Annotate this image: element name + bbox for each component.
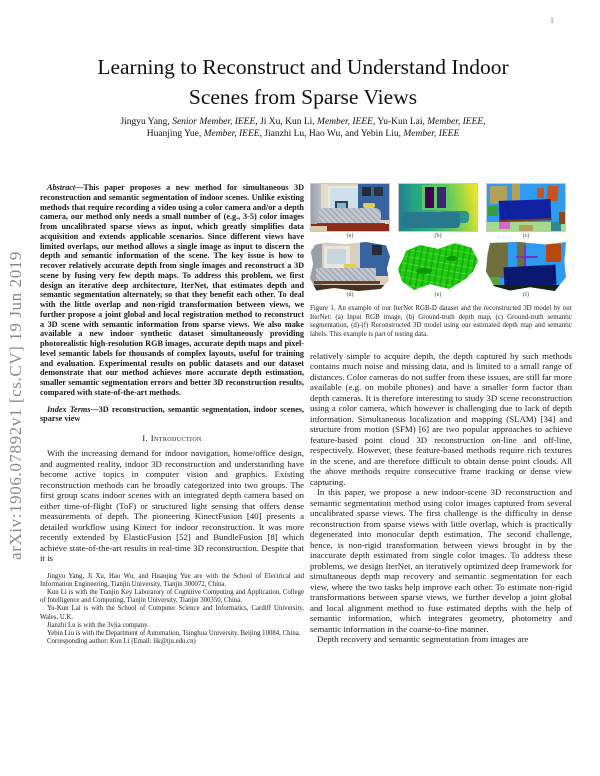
bed-shape	[402, 212, 460, 228]
abstract-lead: Abstract	[47, 183, 76, 192]
subfigure-label-e: (e)	[434, 292, 442, 298]
bed-shape	[319, 208, 381, 224]
reconstructed-semantic-model-panel	[486, 242, 566, 291]
right-column-paragraph-2: In this paper, we propose a new indoor-scene 3D reconstruction and semantic segmentation method using color images captured from several uncalibrated sparse views. The first challenge is the difficulty in dense reconstruction from sparse views with little overlap, which is practically degenerated into monocular depth estimation. The second challenge, hence, is non-rigid transformation between views brought in by the inaccurate depth estimated from single color images. To address these problems, we design IterNet, an iteratively optimized deep framework for simultaneous depth map recovery and semantic segmentation for each view, where the two tasks help improve each other. To estimate non-rigid transformations between sparse views, we further develop a joint global and local alignment method to fuse estimated depths with the help of semantic information, which integrates geometry, photometry and semantic information in the coarse-to-fine manner.	[310, 487, 572, 634]
window-pane-shape	[437, 187, 446, 208]
arxiv-watermark	[2, 185, 30, 625]
footnote: Jianzhi Lu is with the 3vjia company.	[47, 621, 149, 629]
reconstructed-rgb-model-panel	[310, 242, 390, 291]
picture-segment-shape	[537, 188, 544, 198]
floor-shape	[311, 226, 327, 231]
paper-title	[34, 52, 572, 112]
object-segment-shape	[499, 222, 510, 229]
subfigure-label-c: (c)	[522, 233, 530, 239]
mesh-shadow-shape	[446, 256, 458, 261]
footnote: Kun Li is with the Tianjin Key Laboratory of Cognitive Computing and Application, College of Intelligence and Computing, Tianjin University, Tianjin 300350, China.	[40, 588, 304, 605]
ground-truth-semantic-panel	[486, 183, 566, 232]
page-number: 1	[550, 16, 554, 25]
reconstructed-mesh-panel	[398, 242, 478, 291]
footnote: Corresponding author: Kun Li (Email: lik@tju.edu.cn)	[47, 638, 196, 646]
index-terms	[40, 405, 304, 425]
author-list	[34, 116, 572, 140]
bed-segment-shape	[504, 265, 557, 288]
author-line1: Jingyu Yang, Senior Member, IEEE, Ji Xu, Kun Li, Member, IEEE, Yu-Kun Lai, Member, IEEE,	[120, 117, 486, 127]
subfigure-label-f: (f)	[523, 292, 529, 298]
bed-frame-shape	[314, 281, 380, 284]
footnote: Yu-Kun Lai is with the School of Computer Science and Informatics, Cardiff University, Wales, U.K.	[40, 605, 304, 621]
index-terms-lead: Index Terms	[47, 404, 91, 414]
index-terms-text: —3D reconstruction, semantic segmentation, indoor scenes, sparse view	[40, 404, 304, 424]
subfigure-label-a: (a)	[346, 233, 354, 239]
bed-shape	[316, 268, 376, 282]
object-segment-shape	[488, 206, 498, 216]
picture-frame-shape	[374, 187, 383, 196]
author-line2: Huanjing Yue, Member, IEEE, Jianzhi Lu, Hao Wu, and Yebin Liu, Member, IEEE	[146, 129, 460, 139]
input-rgb-image-panel	[310, 183, 390, 232]
left-column	[40, 183, 304, 646]
picture-frame-shape	[362, 187, 371, 196]
paper-title-line2: Scenes from Sparse Views	[188, 85, 418, 109]
object-segment-shape	[519, 225, 533, 231]
author-footnotes	[40, 573, 304, 647]
figure-1-row2-labels	[310, 292, 572, 298]
picture-segment-shape	[546, 244, 561, 262]
figure-1-caption: Figure 1. An example of our IterNet RGB-D dataset and the reconstructed 3D model by our IterNet: (a) Input RGB image, (b) Ground-truth depth map, (c) Ground-truth semantic segmentation, (d)-(f) Reconstructed 3D model using our estimated depth map and semantic labels. This example is part of testing data.	[310, 305, 572, 339]
bed-segment-shape	[499, 199, 552, 222]
section-heading-introduction: I. Introduction	[142, 433, 202, 443]
subfigure-label-d: (d)	[346, 292, 354, 298]
window-pane-shape	[425, 187, 434, 208]
figure-1-row1	[310, 183, 572, 232]
window-frame-segment-shape	[516, 256, 538, 258]
floor-shape	[310, 285, 390, 291]
abstract	[40, 183, 304, 398]
paper-title-line1: Learning to Reconstruct and Understand Indoor	[97, 55, 509, 79]
window-pane-shape	[327, 249, 346, 264]
figure-1-row1-labels	[310, 233, 572, 239]
abstract-text: —This paper proposes a new method for simultaneous 3D reconstruction and semantic segmentation of indoor scenes. Unlike existing methods that require recording a video using a color camera and/or a depth camera, our method only needs a small number of (e.g., 3-5) color images from uncalibrated sparse views as input, which greatly simplifies data acquisition and extends applicable scenarios. Since different views have limited overlaps, our method allows a single image as input to discern the depth and semantic information of the scene. The key issue is how to recover relatively accurate depth from single images and reconstruct a 3D scene by fusing very few depth maps. To address this problem, we first design an iterative deep architecture, IterNet, that estimates depth and semantic segmentation alternately, so that they benefit each other. To deal with the little overlap and non-rigid transformation between views, we further propose a joint global and local registration method to reconstruct a 3D scene with semantic information from sparse views. We also make available a new indoor synthetic dataset simultaneously providing photorealistic high-resolution RGB images, accurate depth maps and pixel-level semantic labels for thousands of complex layouts, useful for training and evaluation. Experimental results on public datasets and our dataset demonstrate that our method achieves more accurate depth estimation, smaller semantic segmentation errors and better 3D reconstruction results, compared with state-of-the-art methods.	[40, 183, 304, 397]
object-segment-shape	[488, 277, 500, 285]
footnote: Jingyu Yang, Ji Xu, Hao Wu, and Huanjing Yue are with the School of Electrical and Information Engineering, Tianjin University, Tianjin 300072, China.	[40, 572, 304, 588]
mesh-shadow-shape	[416, 268, 432, 274]
right-column	[310, 183, 572, 645]
footnote: Yebin Liu is with the Department of Automation, Tsinghua University, Beijing 10084, China.	[47, 629, 301, 637]
right-column-paragraph-1: relatively simple to acquire depth, the depth captured by such methods contains much noise and missing data, and is limited to a small range of distances. Color cameras do not suffer from these issues, are still far more available (e.g. on mobile phones) and have a smaller form factor than depth cameras. It is therefore interesting to study 3D scene reconstruction using a color camera, which however is challenging due to lack of depth information. Simultaneous localization and mapping (SLAM) [34] and structure from motion (SFM) [6] are two popular approaches to achieve feature-based point cloud 3D reconstruction on-line and off-line, respectively. However, these feature-based methods require rich textures in the scene, and are therefore difficult to obtain dense point clouds. All the above methods require consecutive frame tracking or dense view capturing.	[310, 350, 572, 487]
subfigure-label-b: (b)	[434, 233, 442, 239]
picture-frame-shape	[372, 245, 382, 255]
arxiv-watermark-text: arXiv:1906.07892v1 [cs.CV] 19 Jun 2019	[6, 250, 25, 560]
figure-1-row2	[310, 242, 572, 291]
intro-paragraph: With the increasing demand for indoor navigation, home/office design, and augmented reality, indoor 3D reconstruction and understanding have become active topics in computer vision and graphics. Existing reconstruction methods can be broadly categorized into two groups. The first group scans indoor scenes with an integrated depth camera based on either time-of-flight (ToF) or structured light sensing that offers dense measurements of depth. The pioneering KinectFusion [40] presents a detailed workflow using Kinect for indoor reconstruction. It was more recently extended by ElasticFusion [52] and BundleFusion [8] which achieve state-of-the-art results in real-time 3D reconstruction. Despite that it is	[40, 448, 304, 563]
ground-truth-depth-panel	[398, 183, 478, 232]
mesh-texture-shape	[398, 242, 478, 291]
figure-1	[310, 183, 572, 340]
object-segment-shape	[559, 212, 565, 224]
floor-segment-shape	[492, 285, 562, 291]
right-column-paragraph-3: Depth recovery and semantic segmentation from images are	[317, 634, 529, 645]
